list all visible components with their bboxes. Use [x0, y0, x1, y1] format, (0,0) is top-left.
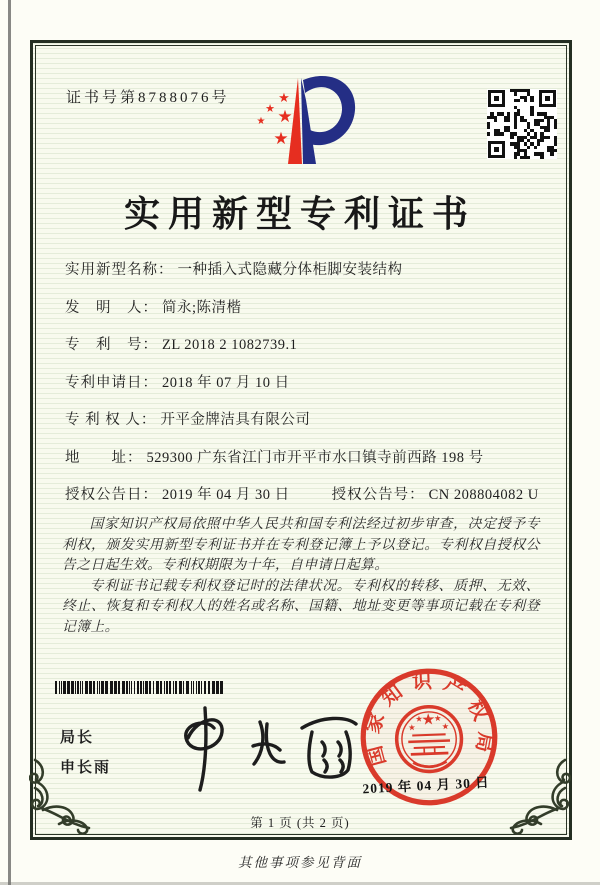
svg-text:★: ★ — [277, 107, 293, 126]
field-address — [65, 446, 543, 484]
signer-name: 申长雨 — [60, 760, 112, 776]
floral-corner-ornament-icon — [29, 758, 95, 838]
field-value: ZL 2018 2 1082739.1 — [162, 337, 298, 353]
svg-text:★: ★ — [278, 90, 290, 105]
svg-text:★: ★ — [273, 129, 289, 148]
svg-text:★: ★ — [408, 723, 416, 733]
qr-finder-icon — [488, 90, 505, 107]
field-value: 一种插入式隐藏分体柜脚安装结构 — [177, 262, 403, 278]
legal-paragraph-2: 专利证书记载专利权登记时的法律状况。专利权的转移、质押、无效、终止、恢复和专利权人的姓名或名称、国籍、地址变更等事项记载在专利登记簿上。 — [62, 577, 540, 634]
field-label: 专利申请日： — [65, 374, 158, 391]
field-label: 实用新型名称： — [65, 262, 174, 278]
field-patent-number — [65, 333, 543, 371]
scan-edge — [8, 0, 11, 885]
certificate-fields — [65, 258, 543, 521]
seal-circular-text: 国家知识产权局 — [361, 670, 497, 769]
legal-text — [62, 514, 540, 637]
legal-paragraph-1: 国家知识产权局依照中华人民共和国专利法经过初步审查，决定授予专利权，颁发实用新型专利证书并在专利登记簿上予以登记。专利权自授权公告之日起生效。专利权期限为十年，自申请日起算。 — [62, 516, 540, 572]
certificate-number: 证书号第8788076号 — [66, 90, 230, 106]
page-number: 第 1 页 (共 2 页) — [250, 816, 350, 830]
footer-note: 其他事项参见背面 — [238, 855, 362, 870]
field-value: 2018 年 07 月 10 日 — [162, 374, 290, 391]
field-value: 529300 广东省江门市开平市水口镇寺前西路 198 号 — [146, 449, 484, 466]
field-label: 专 利 号： — [65, 337, 158, 353]
svg-text:★: ★ — [433, 713, 442, 724]
qr-finder-icon — [488, 141, 505, 158]
certificate-title: 实用新型专利证书 — [123, 194, 476, 234]
svg-text:★: ★ — [265, 103, 275, 115]
qr-code — [487, 89, 557, 159]
svg-text:★: ★ — [441, 721, 450, 732]
svg-text:★: ★ — [415, 714, 423, 724]
seal-date: 2019 年 04 月 30 日 — [362, 774, 491, 797]
field-value: 2019 年 04 月 30 日 — [162, 487, 290, 503]
qr-finder-icon — [539, 90, 556, 107]
field-label: 授权公告号： — [331, 487, 425, 503]
floral-corner-ornament-icon — [505, 758, 571, 838]
field-inventor — [65, 296, 543, 334]
signer-title: 局长 — [60, 730, 95, 746]
field-value: CN 208804082 U — [428, 487, 539, 503]
field-application-date — [65, 371, 543, 409]
field-label: 发 明 人： — [65, 299, 158, 316]
svg-text:★: ★ — [256, 116, 266, 127]
field-utility-model-name — [65, 258, 543, 296]
field-value: 开平金牌洁具有限公司 — [160, 412, 311, 428]
field-grant-number — [332, 483, 539, 504]
field-label: 授权公告日： — [65, 487, 158, 503]
field-label: 专 利 权 人： — [65, 412, 157, 428]
cnipa-logo-icon — [240, 70, 360, 178]
barcode — [55, 681, 227, 694]
signature-handwriting — [150, 698, 365, 803]
field-label: 地 址： — [65, 449, 143, 466]
svg-text:★: ★ — [421, 711, 436, 729]
field-value: 简永;陈清楷 — [162, 299, 242, 316]
field-patentee — [65, 408, 543, 446]
